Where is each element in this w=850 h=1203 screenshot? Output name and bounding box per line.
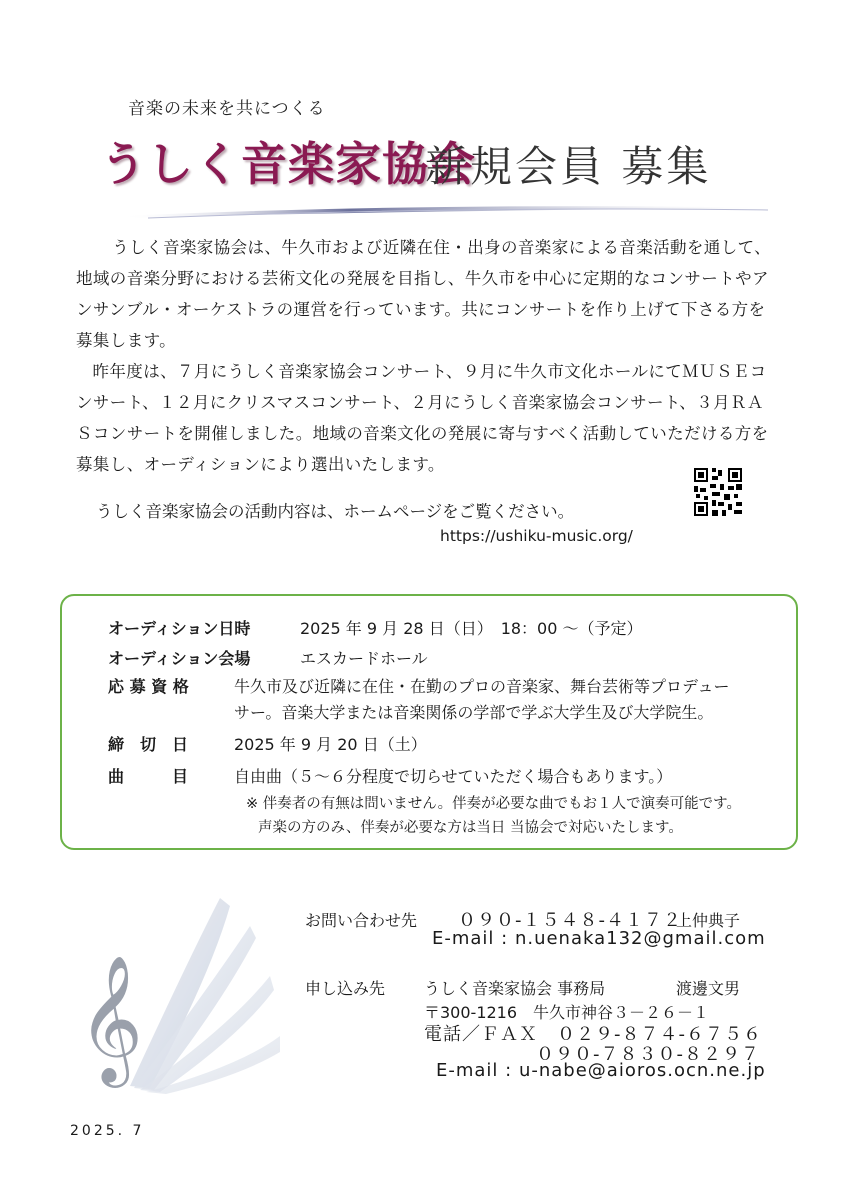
- inquiry-label: お問い合わせ先: [305, 911, 418, 930]
- intro-paragraph-2: 昨年度は、７月にうしく音楽家協会コンサート、９月に牛久市文化ホールにてＭＵＳＥコンサート、１２月にクリスマスコンサート、２月にうしく音楽家協会コンサート、３月ＲＡＳコンサートを開催しました。地域の音楽文化の発展に寄与すべく活動していただける方を募集し、オーディションにより選出いたします。: [76, 362, 769, 474]
- homepage-note: うしく音楽家協会の活動内容は、ホームページをご覧ください。: [96, 502, 575, 521]
- audition-venue-value: エスカードホール: [300, 649, 428, 668]
- inquiry-email[interactable]: E-mail : n.uenaka132@gmail.com: [432, 928, 766, 949]
- audition-date-label: オーディション日時: [108, 619, 251, 638]
- intro-paragraph-1: うしく音楽家協会は、牛久市および近隣在住・出身の音楽家による音楽活動を通して、地域の音楽分野における芸術文化の発展を目指し、牛久市を中心に定期的なコンサートやアンサンブル・オーケストラの運営を行っています。共にコンサートを作り上げて下さる方を募集します。: [76, 238, 772, 350]
- organization-name: うしく音楽家協会: [100, 137, 476, 191]
- application-label: 申し込み先: [305, 979, 386, 998]
- piece-label: 曲 目: [108, 767, 189, 786]
- deadline-label: 締 切 日: [108, 735, 189, 754]
- application-tel-fax: 電話／ＦＡＸ ０２９-８７４-６７５６: [424, 1024, 762, 1045]
- treble-clef-pages-art: [70, 896, 290, 1096]
- inquiry-person: 上仲典子: [676, 911, 741, 930]
- application-organization: うしく音楽家協会 事務局: [424, 979, 606, 998]
- homepage-link[interactable]: https://ushiku-music.org/: [440, 527, 633, 545]
- application-mobile: ０９０-７８３０-８２９７: [536, 1044, 760, 1065]
- application-address: 〒300-1216 牛久市神谷３－２６－１: [424, 1003, 710, 1022]
- deadline-value: 2025 年 9 月 20 日（土）: [234, 735, 427, 754]
- introduction-text: [76, 232, 776, 480]
- recruitment-title: 新規会員 募集: [425, 142, 712, 191]
- application-email[interactable]: E-mail : u-nabe@aioros.ocn.ne.jp: [436, 1060, 766, 1081]
- qr-code-icon[interactable]: [694, 468, 742, 516]
- qualification-label: 応 募 資 格: [108, 677, 189, 696]
- title-underline-swoosh: [118, 196, 788, 222]
- svg-text:𝄞: 𝄞: [78, 954, 144, 1082]
- audition-venue-label: オーディション会場: [108, 649, 251, 668]
- application-person: 渡邊文男: [676, 979, 741, 998]
- accompaniment-note-1: ※ 伴奏者の有無は問いません。伴奏が必要な曲でもお１人で演奏可能です。: [246, 796, 741, 812]
- piece-value: 自由曲（５～６分程度で切らせていただく場合もあります。）: [234, 767, 673, 786]
- inquiry-phone: ０９０-１５４８-４１７２: [458, 910, 682, 931]
- accompaniment-note-2: 声楽の方のみ、伴奏が必要な方は当日 当協会で対応いたします。: [258, 820, 683, 836]
- qualification-line-2: サー。音楽大学または音楽関係の学部で学ぶ大学生及び大学院生。: [234, 703, 714, 722]
- issue-date: 2025. 7: [70, 1123, 145, 1139]
- audition-date-value: 2025 年 9 月 28 日（日） 18：00 ～（予定）: [300, 619, 643, 638]
- qualification-line-1: 牛久市及び近隣に在住・在勤のプロの音楽家、舞台芸術等プロデュー: [234, 677, 730, 696]
- tagline: 音楽の未来を共につくる: [128, 99, 326, 119]
- audition-info-box: [60, 594, 798, 850]
